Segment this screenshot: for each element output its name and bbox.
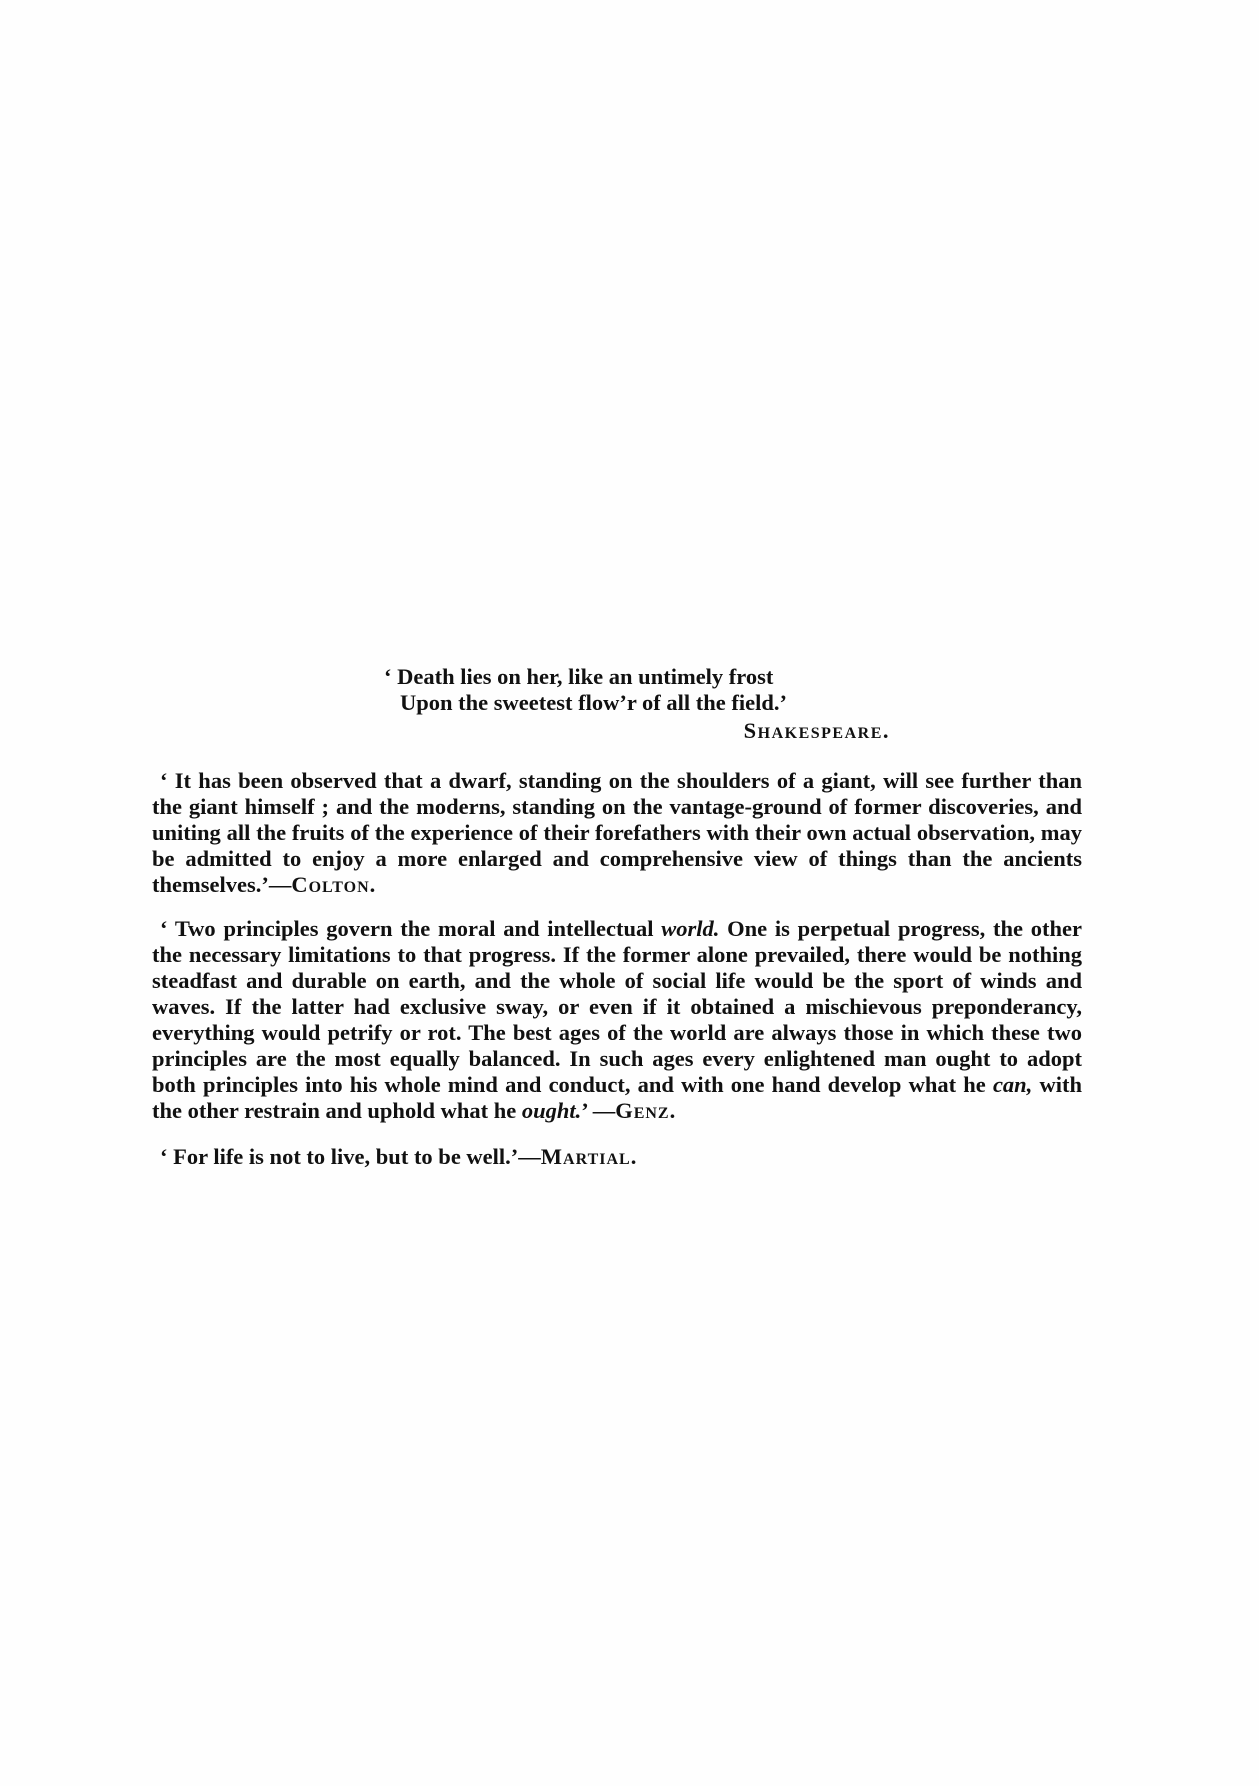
genz-quote-italic-ought: ought. bbox=[521, 1098, 582, 1123]
verse-line-1: ‘ Death lies on her, like an untimely frost bbox=[384, 664, 774, 689]
genz-quote-part-2: One is perpetual progress, the other the necessary limitations to that progress. If the former alone prevailed, there would be nothing steadfast and durable on earth, and the whole of social life would be the sport of winds and waves. If the latter had exclusive sway, or even if it obtained a mischievous preponderancy, everything would petrify or rot. The best ages of the world are always those in which these two principles are the most equally balanced. In such ages every enlightened man ought to adopt both principles into his whole mind and conduct, and with one hand develop what he bbox=[152, 916, 1082, 1097]
colton-attribution: Colton. bbox=[291, 872, 377, 897]
genz-attribution: Genz. bbox=[615, 1098, 677, 1123]
genz-quote-part-4: ’ — bbox=[581, 1098, 616, 1123]
shakespeare-attribution: Shakespeare. bbox=[743, 718, 890, 743]
genz-quote-part-3: with the other restrain and uphold what he bbox=[152, 1072, 1082, 1123]
genz-quote-part-1: ‘ Two principles govern the moral and intellectual bbox=[160, 916, 662, 941]
colton-quote-text: ‘ It has been observed that a dwarf, standing on the shoulders of a giant, will see further than the giant himself ; and the moderns, standing on the vantage-ground of former discoveries, and uniting all the fruits of the experience of their forefathers with their own actual observation, may be admitted to enjoy a more enlarged and comprehensive view of things than the ancients themselves.’— bbox=[152, 768, 1082, 897]
genz-quote-italic-world: world. bbox=[661, 916, 720, 941]
verse-line-2: Upon the sweetest flow’r of all the field.’ bbox=[400, 690, 788, 715]
genz-quote bbox=[152, 916, 1082, 1124]
martial-attribution: Martial. bbox=[540, 1144, 638, 1169]
colton-quote bbox=[152, 768, 1082, 898]
martial-quote bbox=[152, 1144, 1082, 1170]
martial-quote-text: ‘ For life is not to live, but to be well.’— bbox=[160, 1144, 541, 1169]
shakespeare-quote bbox=[384, 664, 904, 744]
epigraph-block bbox=[152, 664, 1082, 1170]
genz-quote-italic-can: can, bbox=[992, 1072, 1033, 1097]
